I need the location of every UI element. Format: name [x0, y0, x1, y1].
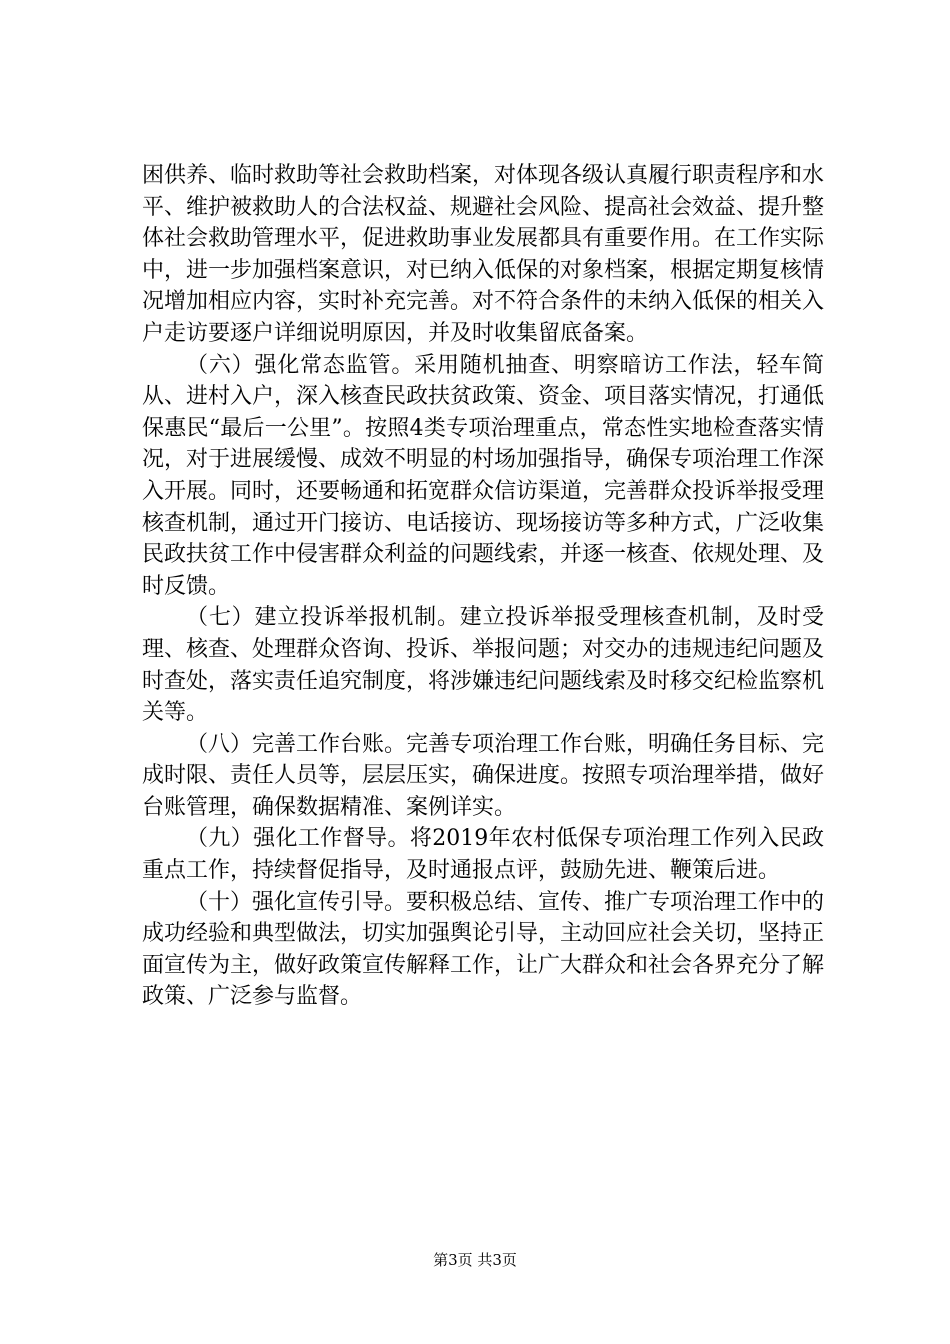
- paragraph-continuation: 困供养、临时救助等社会救助档案，对体现各级认真履行职责程序和水平、维护被救助人的合法权益、规避社会风险、提高社会效益、提升整体社会救助管理水平，促进救助事业发展都具有重要作用。在工作实际中，进一步加强档案意识，对已纳入低保的对象档案，根据定期复核情况增加相应内容，实时补充完善。对不符合条件的未纳入低保的相关入户走访要逐户详细说明原因，并及时收集留底备案。: [142, 163, 825, 346]
- paragraph-section-10: （十）强化宣传引导。要积极总结、宣传、推广专项治理工作中的成功经验和典型做法，切实加强舆论引导，主动回应社会关切，坚持正面宣传为主，做好政策宣传解释工作，让广大群众和社会各界充分了解政策、广泛参与监督。: [142, 889, 825, 1010]
- paragraph-section-6: （六）强化常态监管。采用随机抽查、明察暗访工作法，轻车简从、进村入户，深入核查民政扶贫政策、资金、项目落实情况，打通低保惠民“最后一公里”。按照4类专项治理重点，常态性实地检查落实情况，对于进展缓慢、成效不明显的村场加强指导，确保专项治理工作深入开展。同时，还要畅通和拓宽群众信访渠道，完善群众投诉举报受理核查机制，通过开门接访、电话接访、现场接访等多种方式，广泛收集民政扶贫工作中侵害群众利益的问题线索，并逐一核查、依规处理、及时反馈。: [142, 352, 825, 599]
- page-number-label: 第3页 共3页: [433, 1251, 517, 1269]
- document-body: [142, 160, 824, 1013]
- paragraph-section-7: （七）建立投诉举报机制。建立投诉举报受理核查机制，及时受理、核查、处理群众咨询、投诉、举报问题；对交办的违规违纪问题及时查处，落实责任追究制度，将涉嫌违纪问题线索及时移交纪检监察机关等。: [142, 605, 825, 726]
- paragraph-section-9: （九）强化工作督导。将2019年农村低保专项治理工作列入民政重点工作，持续督促指导，及时通报点评，鼓励先进、鞭策后进。: [142, 826, 824, 884]
- paragraph-section-8: （八）完善工作台账。完善专项治理工作台账，明确任务目标、完成时限、责任人员等，层层压实，确保进度。按照专项治理举措，做好台账管理，确保数据精准、案例详实。: [142, 731, 825, 820]
- page-footer: [0, 1249, 950, 1270]
